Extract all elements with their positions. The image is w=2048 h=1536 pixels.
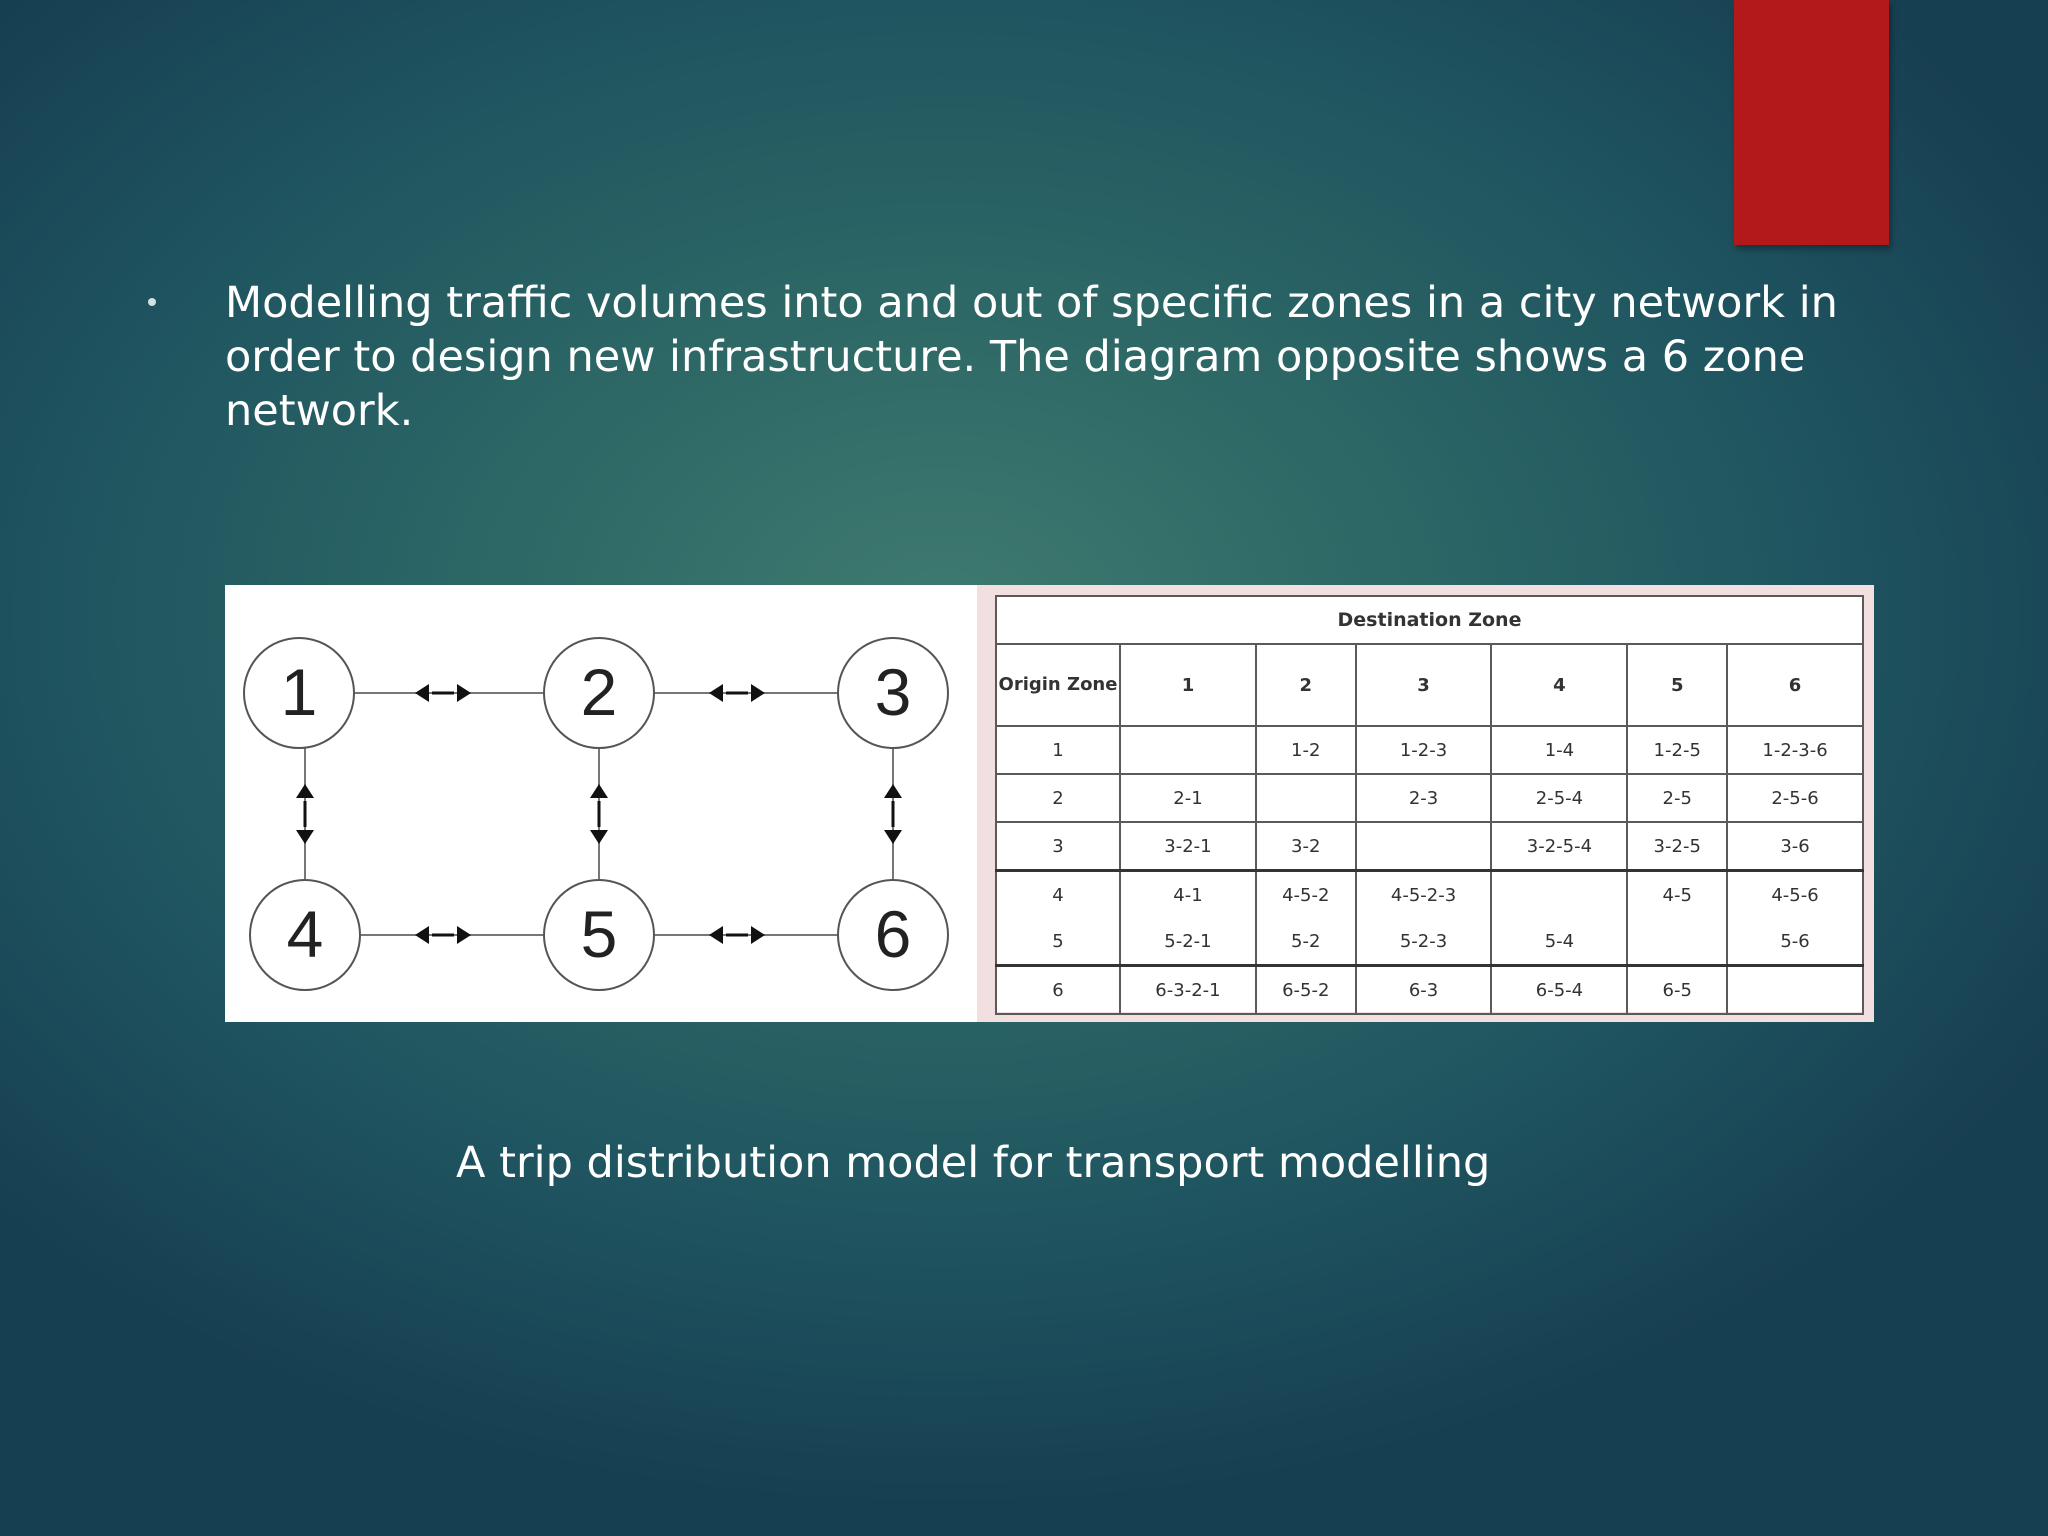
route-cell: 4-5	[1627, 871, 1727, 919]
zone-node-6	[838, 880, 948, 990]
origin-cell: 3	[996, 822, 1120, 871]
bidirectional-arrow-icon	[590, 784, 608, 844]
table-title-row	[996, 596, 1863, 644]
zone-label: 3	[874, 655, 912, 729]
route-cell: 6-5-2	[1256, 966, 1356, 1015]
table-row	[996, 966, 1863, 1015]
route-cell: 5-6	[1727, 918, 1863, 966]
origin-destination-table	[995, 595, 1864, 1015]
table-row	[996, 822, 1863, 871]
route-cell: 2-1	[1120, 774, 1256, 822]
zone-label: 6	[874, 897, 912, 971]
route-cell: 5-2-3	[1356, 918, 1492, 966]
bullet-text: Modelling traffic volumes into and out of specific zones in a city network in order to design new infrastructure. The diagram opposite shows a 6 zone network.	[225, 278, 1838, 436]
table-header-row	[996, 644, 1863, 726]
route-cell: 2-3	[1356, 774, 1492, 822]
column-header: 4	[1491, 644, 1627, 726]
origin-cell: 2	[996, 774, 1120, 822]
bidirectional-arrow-icon	[709, 684, 765, 702]
route-cell: 6-3-2-1	[1120, 966, 1256, 1015]
route-cell	[1356, 822, 1492, 871]
route-cell: 4-5-2	[1256, 871, 1356, 919]
route-cell: 2-5-4	[1491, 774, 1627, 822]
origin-cell: 4	[996, 871, 1120, 919]
route-cell: 2-5-6	[1727, 774, 1863, 822]
column-header: 1	[1120, 644, 1256, 726]
column-header: 5	[1627, 644, 1727, 726]
bidirectional-arrow-icon	[415, 684, 471, 702]
route-cell: 6-3	[1356, 966, 1492, 1015]
bullet-marker	[148, 298, 156, 306]
table-row	[996, 726, 1863, 774]
route-cell: 5-2-1	[1120, 918, 1256, 966]
route-cell	[1627, 918, 1727, 966]
column-header: 3	[1356, 644, 1492, 726]
origin-cell: 1	[996, 726, 1120, 774]
origin-cell: 5	[996, 918, 1120, 966]
route-cell: 1-2-5	[1627, 726, 1727, 774]
route-cell: 1-2	[1256, 726, 1356, 774]
route-cell: 4-5-2-3	[1356, 871, 1492, 919]
zone-node-5	[544, 880, 654, 990]
zone-label: 1	[280, 655, 318, 729]
zone-network-diagram	[225, 585, 977, 1022]
route-cell: 4-5-6	[1727, 871, 1863, 919]
route-cell: 6-5-4	[1491, 966, 1627, 1015]
route-cell: 5-2	[1256, 918, 1356, 966]
table-row	[996, 918, 1863, 966]
route-cell: 3-6	[1727, 822, 1863, 871]
route-cell: 1-2-3-6	[1727, 726, 1863, 774]
zone-node-1	[244, 638, 354, 748]
column-header: 2	[1256, 644, 1356, 726]
bidirectional-arrow-icon	[415, 926, 471, 944]
red-accent-bar	[1734, 0, 1889, 245]
origin-zone-header: Origin Zone	[996, 644, 1120, 726]
route-cell: 4-1	[1120, 871, 1256, 919]
table-row	[996, 774, 1863, 822]
zone-label: 5	[580, 897, 618, 971]
zone-label: 4	[286, 897, 324, 971]
route-cell: 3-2	[1256, 822, 1356, 871]
bidirectional-arrow-icon	[709, 926, 765, 944]
route-cell	[1491, 871, 1627, 919]
destination-zone-header: Destination Zone	[996, 596, 1863, 644]
origin-cell: 6	[996, 966, 1120, 1015]
zone-label: 2	[580, 655, 618, 729]
route-cell	[1256, 774, 1356, 822]
trip-distribution-figure	[225, 585, 1874, 1022]
route-cell: 5-4	[1491, 918, 1627, 966]
route-cell: 1-2-3	[1356, 726, 1492, 774]
route-cell: 6-5	[1627, 966, 1727, 1015]
zone-node-4	[250, 880, 360, 990]
figure-caption: A trip distribution model for transport modelling	[456, 1138, 1491, 1188]
route-cell	[1120, 726, 1256, 774]
route-cell: 2-5	[1627, 774, 1727, 822]
column-header: 6	[1727, 644, 1863, 726]
route-cell: 1-4	[1491, 726, 1627, 774]
zone-node-3	[838, 638, 948, 748]
route-cell: 3-2-1	[1120, 822, 1256, 871]
bidirectional-arrow-icon	[296, 784, 314, 844]
table-row	[996, 871, 1863, 919]
route-cell	[1727, 966, 1863, 1015]
od-table-panel	[995, 595, 1864, 1012]
route-cell: 3-2-5-4	[1491, 822, 1627, 871]
bidirectional-arrow-icon	[884, 784, 902, 844]
zone-node-2	[544, 638, 654, 748]
route-cell: 3-2-5	[1627, 822, 1727, 871]
